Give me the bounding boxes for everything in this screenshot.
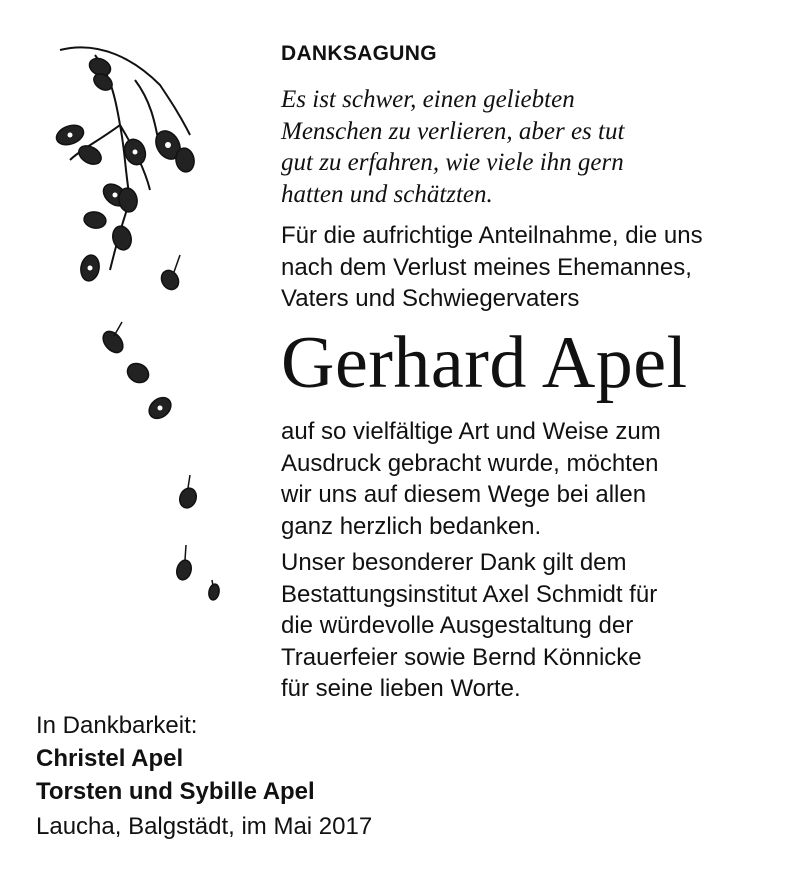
thanks-line: wir uns auf diesem Wege bei allen xyxy=(281,481,647,508)
special-line: Trauerfeier sowie Bernd Könnicke xyxy=(281,643,642,671)
memorial-quote xyxy=(281,84,624,210)
special-thanks-paragraph xyxy=(281,547,657,705)
birch-leaves-icon xyxy=(40,40,240,620)
closing-block xyxy=(36,709,315,808)
deceased-name: Gerhard Apel xyxy=(281,322,688,404)
thanks-line: auf so vielfältige Art und Weise zum xyxy=(281,418,661,445)
quote-line: Menschen zu verlieren, aber es tut xyxy=(281,117,625,145)
closing-label: In Dankbarkeit: xyxy=(36,712,198,739)
special-line: Bestattungsinstitut Axel Schmidt für xyxy=(281,580,658,608)
intro-line: nach dem Verlust meines Ehemannes, xyxy=(281,253,692,281)
thanks-paragraph xyxy=(281,416,661,542)
quote-line: hatten und schätzten. xyxy=(281,180,493,208)
special-line: die würdevolle Ausgestaltung der xyxy=(281,612,634,639)
intro-line: Für die aufrichtige Anteilnahme, die uns xyxy=(281,222,703,249)
thanks-line: ganz herzlich bedanken. xyxy=(281,512,542,540)
signatory: Christel Apel xyxy=(36,745,184,772)
place-date: Laucha, Balgstädt, im Mai 2017 xyxy=(36,813,373,840)
notice-heading: DANKSAGUNG xyxy=(281,42,437,65)
signatory: Torsten und Sybille Apel xyxy=(36,778,315,805)
intro-line: Vaters und Schwiegervaters xyxy=(281,285,580,312)
intro-paragraph xyxy=(281,220,703,315)
special-line: für seine lieben Worte. xyxy=(281,675,521,702)
thanks-line: Ausdruck gebracht wurde, möchten xyxy=(281,449,659,477)
quote-line: gut zu erfahren, wie viele ihn gern xyxy=(281,149,624,176)
special-line: Unser besonderer Dank gilt dem xyxy=(281,549,627,576)
quote-line: Es ist schwer, einen geliebten xyxy=(281,86,575,113)
